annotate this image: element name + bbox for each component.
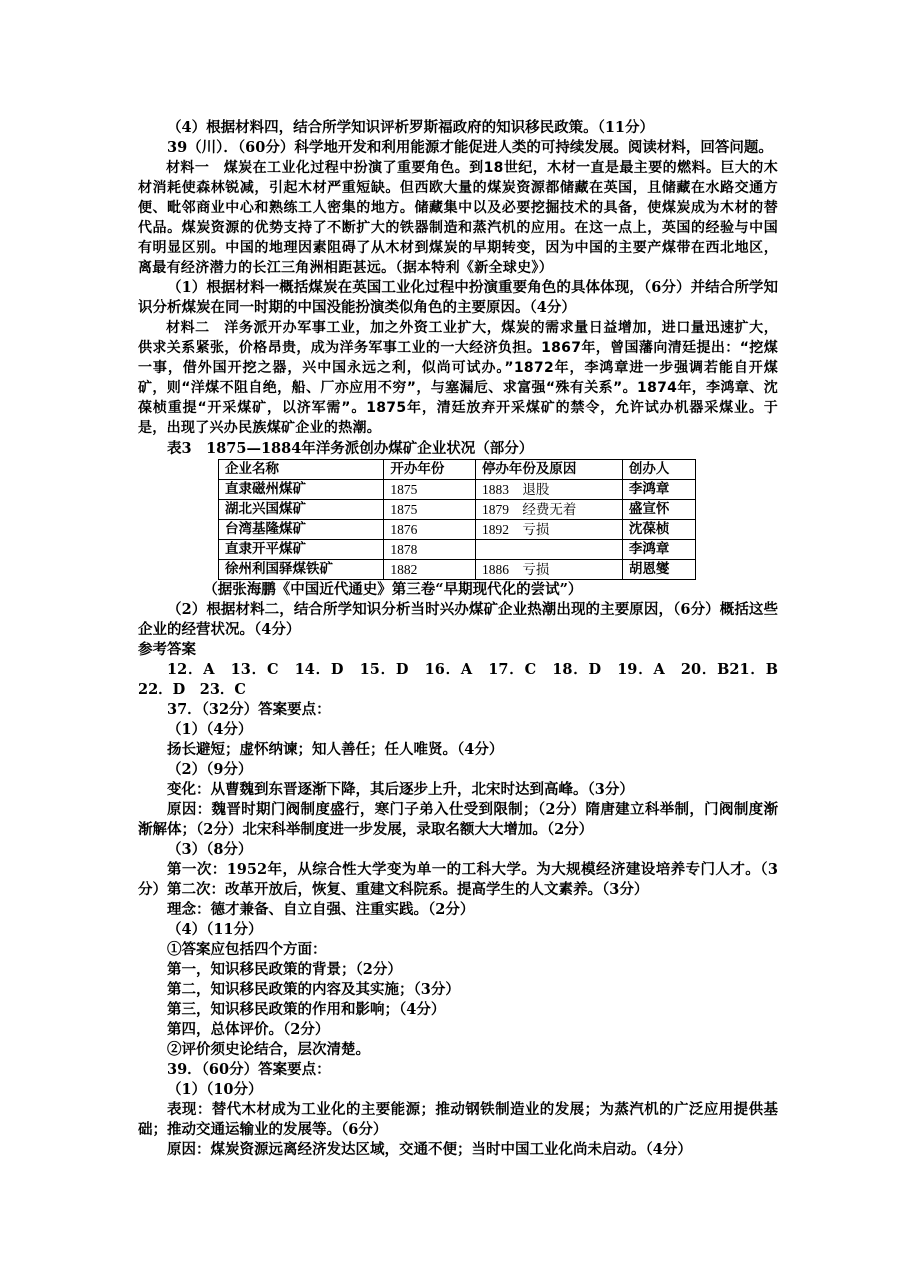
answer-37-1-title: （1）（4分） bbox=[167, 721, 253, 738]
table-row bbox=[219, 500, 696, 520]
header-cell: 创办人 bbox=[622, 460, 695, 480]
answer-37-3-title: （3）（8分） bbox=[167, 841, 253, 858]
table-cell: 直隶开平煤矿 bbox=[219, 540, 384, 560]
material-1: 材料一 煤炭在工业化过程中扮演了重要角色。到18世纪，木材一直是最主要的燃料。巨大的木材消耗使森林锐减，引起木材严重短缺。但西欧大量的煤炭资源都储藏在英国，且储藏在水路交通方便、毗邻商业中心和熟练工人密集的地方。储藏集中以及必要挖掘技术的具备，使煤炭成为木材的替代品。煤炭资源的优势支持了不断扩大的铁器制造和蒸汽机的应用。在这一点上，英国的经验与中国有明显区别。中国的地理因素阻碍了从木材到煤炭的早期转变，因为中国的主要产煤带在西北地区，离最有经济潜力的长江三角洲相距甚远。（据本特利《新全球史》） bbox=[138, 160, 778, 276]
answer-39-title: 39．（60分）答案要点： bbox=[167, 1061, 331, 1078]
table-cell: 台湾基隆煤矿 bbox=[219, 520, 384, 540]
document-page bbox=[138, 118, 793, 1160]
answer-37-2-title: （2）（9分） bbox=[167, 761, 253, 778]
table-cell: 沈葆桢 bbox=[622, 520, 695, 540]
answer-37-4-c: 第二，知识移民政策的内容及其实施；（3分） bbox=[167, 981, 460, 998]
table-cell: 盛宣怀 bbox=[622, 500, 695, 520]
question-39-2: （2）根据材料二，结合所学知识分析当时兴办煤矿企业热潮出现的主要原因，（6分）概括这些企业的经营状况。（4分） bbox=[138, 601, 778, 638]
table-row bbox=[219, 480, 696, 500]
question-39-intro: 39（川）．（60分）科学地开发和利用能源才能促进人类的可持续发展。阅读材料，回答问题。 bbox=[167, 139, 773, 156]
header-cell: 企业名称 bbox=[219, 460, 384, 480]
answer-39-1-title: （1）（10分） bbox=[167, 1081, 263, 1098]
table-cell: 1879 经费无着 bbox=[475, 500, 622, 520]
table-cell: 1875 bbox=[384, 500, 476, 520]
answer-39-1-a: 表现：替代木材成为工业化的主要能源；推动钢铁制造业的发展；为蒸汽机的广泛应用提供基础；推动交通运输业的发展等。（6分） bbox=[138, 1101, 778, 1138]
table-caption: 表3 1875—1884年洋务派创办煤矿企业状况（部分） bbox=[167, 440, 534, 457]
table-cell: 1886 亏损 bbox=[475, 560, 622, 580]
table-row bbox=[219, 560, 696, 580]
material-2: 材料二 洋务派开办军事工业，加之外资工业扩大，煤炭的需求量日益增加，进口量迅速扩大，供求关系紧张，价格昂贵，成为洋务军事工业的一大经济负担。1867年，曾国藩向清廷提出：“挖煤一事，借外国开挖之器，兴中国永远之利，似尚可试办。”1872年，李鸿章进一步强调若能自开煤矿，则“洋煤不阻自绝，船、厂亦应用不穷”，与塞漏卮、求富强“殊有关系”。1874年，李鸿章、沈葆桢重提“开采煤矿，以济军需”。1875年，清廷放弃开采煤矿的禁令，允许试办机器采煤业。于是，出现了兴办民族煤矿企业的热潮。 bbox=[138, 320, 778, 436]
answer-37-3-a: 第一次：1952年，从综合性大学变为单一的工科大学。为大规模经济建设培养专门人才。（3分）第二次：改革开放后，恢复、重建文科院系。提高学生的人文素养。（3分） bbox=[138, 861, 778, 898]
answer-37-3-b: 理念：德才兼备、自立自强、注重实践。（2分） bbox=[167, 901, 475, 918]
table-cell: 1892 亏损 bbox=[475, 520, 622, 540]
answer-37-4-e: 第四，总体评价。（2分） bbox=[167, 1021, 330, 1038]
table-header-row bbox=[219, 460, 696, 480]
table-cell: 徐州利国驿煤铁矿 bbox=[219, 560, 384, 580]
table-cell bbox=[475, 540, 622, 560]
answer-37-title: 37．（32分）答案要点： bbox=[167, 701, 331, 718]
answer-37-4-a: ①答案应包括四个方面： bbox=[167, 941, 327, 958]
answer-heading: 参考答案 bbox=[138, 641, 196, 658]
answer-37-4-b: 第一，知识移民政策的背景；（2分） bbox=[167, 961, 402, 978]
question-39-1: （1）根据材料一概括煤炭在英国工业化过程中扮演重要角色的具体体现，（6分）并结合所学知识分析煤炭在同一时期的中国没能扮演类似角色的主要原因。（4分） bbox=[138, 279, 778, 316]
coal-enterprise-table bbox=[218, 459, 696, 580]
header-cell: 停办年份及原因 bbox=[475, 460, 622, 480]
mc-answers: 12．A 13．C 14．D 15．D 16．A 17．C 18．D 19．A 20．B21．B 22．D 23．C bbox=[138, 661, 793, 698]
answer-37-4-f: ②评价须史论结合，层次清楚。 bbox=[167, 1041, 370, 1058]
table-source: （据张海鹏《中国近代通史》第三卷“早期现代化的尝试”） bbox=[203, 581, 583, 598]
table-cell: 1883 退股 bbox=[475, 480, 622, 500]
answer-39-1-b: 原因：煤炭资源远离经济发达区域，交通不便；当时中国工业化尚未启动。（4分） bbox=[167, 1141, 692, 1158]
table-cell: 李鸿章 bbox=[622, 480, 695, 500]
table-row bbox=[219, 520, 696, 540]
table-cell: 1882 bbox=[384, 560, 476, 580]
table-cell: 1875 bbox=[384, 480, 476, 500]
table-cell: 胡恩燮 bbox=[622, 560, 695, 580]
table-cell: 直隶磁州煤矿 bbox=[219, 480, 384, 500]
answer-37-4-title: （4）（11分） bbox=[167, 921, 263, 938]
table-cell: 1878 bbox=[384, 540, 476, 560]
table-cell: 湖北兴国煤矿 bbox=[219, 500, 384, 520]
answer-37-4-d: 第三，知识移民政策的作用和影响；（4分） bbox=[167, 1001, 446, 1018]
table-cell: 李鸿章 bbox=[622, 540, 695, 560]
answer-37-2-change: 变化：从曹魏到东晋逐渐下降，其后逐步上升，北宋时达到高峰。（3分） bbox=[167, 781, 634, 798]
table-cell: 1876 bbox=[384, 520, 476, 540]
answer-37-1: 扬长避短；虚怀纳谏；知人善任；任人唯贤。（4分） bbox=[167, 741, 504, 758]
answer-37-2-reason: 原因：魏晋时期门阀制度盛行，寒门子弟入仕受到限制；（2分）隋唐建立科举制，门阀制度渐渐解体；（2分）北宋科举制度进一步发展，录取名额大大增加。（2分） bbox=[138, 801, 778, 838]
table-row bbox=[219, 540, 696, 560]
header-cell: 开办年份 bbox=[384, 460, 476, 480]
question-4: （4）根据材料四，结合所学知识评析罗斯福政府的知识移民政策。（11分） bbox=[167, 119, 655, 136]
